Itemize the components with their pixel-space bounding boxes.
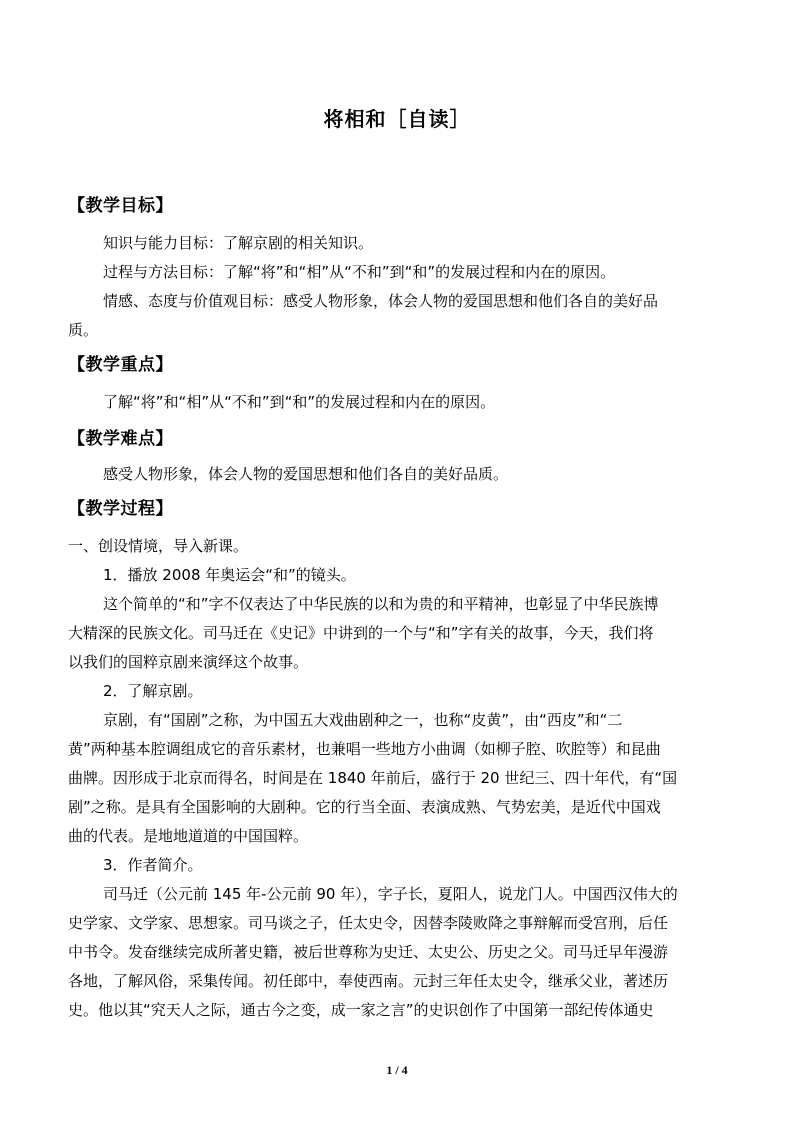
difficulty-text: 感受人物形象，体会人物的爱国思想和他们各自的美好品质。	[103, 465, 509, 483]
goal-line-3: 情感、态度与价值观目标：感受人物形象，体会人物的爱国思想和他们各自的美好品	[103, 292, 659, 310]
process-heading: 【教学过程】	[68, 499, 173, 519]
process-line: 司马迁（公元前 145 年-公元前 90 年），字子长，夏阳人，说龙门人。中国西汉伟大的	[103, 885, 678, 903]
process-line: 3．作者简介。	[103, 856, 203, 874]
process-line: 曲的代表。是地地道道的中国国粹。	[68, 827, 309, 845]
process-line: 剧”之称。是具有全国影响的大剧种。它的行当全面、表演成熟、气势宏美，是近代中国戏	[68, 798, 661, 816]
process-line: 曲牌。因形成于北京而得名，时间是在 1840 年前后，盛行于 20 世纪三、四十年代，有“国	[68, 769, 678, 787]
process-line: 1．播放 2008 年奥运会“和”的镜头。	[103, 566, 356, 584]
goal-line-1: 知识与能力目标：了解京剧的相关知识。	[103, 234, 374, 252]
process-line: 这个简单的“和”字不仅表达了中华民族的以和为贵的和平精神，也彰显了中华民族博	[103, 595, 659, 613]
focus-heading: 【教学重点】	[68, 355, 173, 375]
goal-line-4: 质。	[68, 321, 99, 339]
process-line: 一、创设情境，导入新课。	[68, 537, 249, 555]
process-line: 京剧，有“国剧”之称，为中国五大戏曲剧种之一，也称“皮黄”，由“西皮”和“二	[103, 711, 623, 729]
process-line: 以我们的国粹京剧来演绎这个故事。	[68, 653, 309, 671]
process-line: 黄”两种基本腔调组成它的音乐素材，也兼唱一些地方小曲调（如柳子腔、吹腔等）和昆曲	[68, 740, 661, 758]
focus-text: 了解“将”和“相”从“不和”到“和”的发展过程和内在的原因。	[103, 393, 496, 411]
process-line: 中书令。发奋继续完成所著史籍，被后世尊称为史迁、太史公、历史之父。司马迁早年漫游	[68, 943, 669, 961]
process-line: 大精深的民族文化。司马迁在《史记》中讲到的一个与“和”字有关的故事，今天，我们将	[68, 624, 654, 642]
document-title: 将相和［自读］	[323, 107, 471, 131]
process-line: 史学家、文学家、思想家。司马谈之子，任太史令，因替李陵败降之事辩解而受宫刑，后任	[68, 914, 669, 932]
process-line: 2．了解京剧。	[103, 682, 203, 700]
process-line: 史。他以其“究天人之际，通古今之变，成一家之言”的史识创作了中国第一部纪传体通史	[68, 1001, 654, 1019]
goal-line-2: 过程与方法目标：了解“将”和“相”从“不和”到“和”的发展过程和内在的原因。	[103, 263, 616, 281]
page-number: 1 / 4	[386, 1063, 408, 1077]
process-line: 各地，了解风俗，采集传闻。初任郎中，奉使西南。元封三年任太史令，继承父业，著述历	[68, 972, 669, 990]
difficulty-heading: 【教学难点】	[68, 429, 173, 449]
goals-heading: 【教学目标】	[68, 196, 173, 216]
